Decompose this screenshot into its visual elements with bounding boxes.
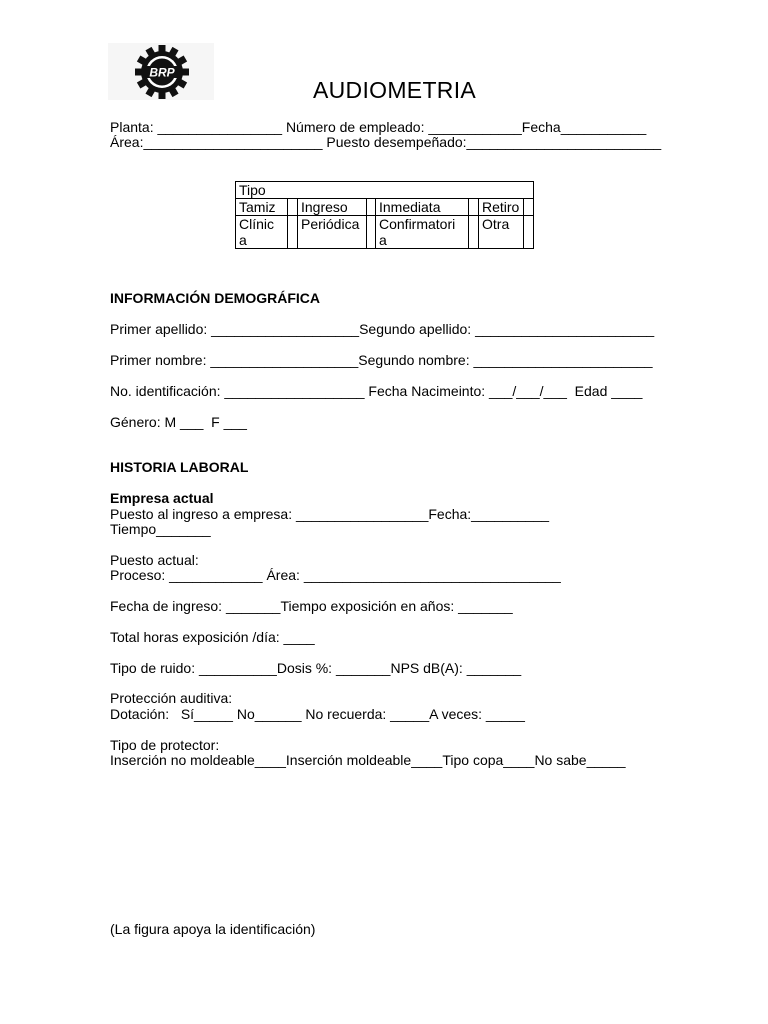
checkbox-cell-clinica [288,216,298,249]
checkbox-cell-otra [524,216,534,249]
table-row [236,216,534,249]
dotacion-line: Dotación: Sí_____ No______ No recuerda: _____A veces: _____ [110,706,525,722]
tipo-table [235,181,534,249]
tipo-protector-label: Tipo de protector: [110,737,220,753]
apellidos-line: Primer apellido: ___________________Segundo apellido: _______________________ [110,321,655,337]
table-row [236,182,534,199]
tipo-caption-cell: Tipo [236,182,534,199]
footer-note: (La figura apoya la identificación) [110,921,316,937]
empresa-actual-subheading: Empresa actual [110,490,214,506]
tipo-ruido-line: Tipo de ruido: __________Dosis %: _______NPS dB(A): _______ [110,660,522,676]
checkbox-cell-periodica [367,216,376,249]
checkbox-cell-confirmatoria [469,216,479,249]
table-cell-confirmatoria [376,216,469,249]
confirmatoria-label: Confirmatoria [379,216,456,248]
table-row [236,199,534,216]
brp-gear-icon [132,43,192,100]
genero-line: Género: M ___ F ___ [110,414,247,430]
table-cell-retiro: Retiro [479,199,524,216]
nombres-line: Primer nombre: ___________________Segundo nombre: _______________________ [110,352,653,368]
historia-laboral-heading: HISTORIA LABORAL [110,459,249,475]
insercion-line: Inserción no moldeable____Inserción moldeable____Tipo copa____No sabe_____ [110,752,626,768]
area-line: Área:_______________________ Puesto desempeñado:_________________________ [110,134,662,150]
proceso-line: Proceso: ____________ Área: _________________________________ [110,567,561,583]
demografica-heading: INFORMACIÓN DEMOGRÁFICA [110,290,320,306]
planta-line: Planta: ________________ Número de empleado: ____________Fecha___________ [110,119,647,135]
table-cell-clinica [236,216,288,249]
checkbox-cell-retiro [524,199,534,216]
table-cell-tamiz: Tamiz [236,199,288,216]
checkbox-cell-inmediata [469,199,479,216]
puesto-actual-label: Puesto actual: [110,552,199,568]
brp-logo [108,43,214,100]
total-horas-line: Total horas exposición /día: ____ [110,629,315,645]
table-cell-ingreso: Ingreso [298,199,367,216]
logo-text: BRP [149,65,175,80]
table-cell-periodica: Periódica [298,216,367,249]
proteccion-auditiva-label: Protección auditiva: [110,690,233,706]
clinica-label: Clínica [239,216,275,248]
table-cell-otra: Otra [479,216,524,249]
tiempo-line: Tiempo_______ [110,521,211,537]
table-cell-inmediata: Inmediata [376,199,469,216]
puesto-ingreso-line: Puesto al ingreso a empresa: _________________Fecha:__________ [110,506,550,522]
identificacion-line: No. identificación: __________________ Fecha Nacimeinto: ___/___/___ Edad ____ [110,383,643,399]
page-title: AUDIOMETRIA [313,77,477,103]
fecha-ingreso-line: Fecha de ingreso: _______Tiempo exposición en años: _______ [110,598,513,614]
checkbox-cell-tamiz [288,199,298,216]
checkbox-cell-ingreso [367,199,376,216]
